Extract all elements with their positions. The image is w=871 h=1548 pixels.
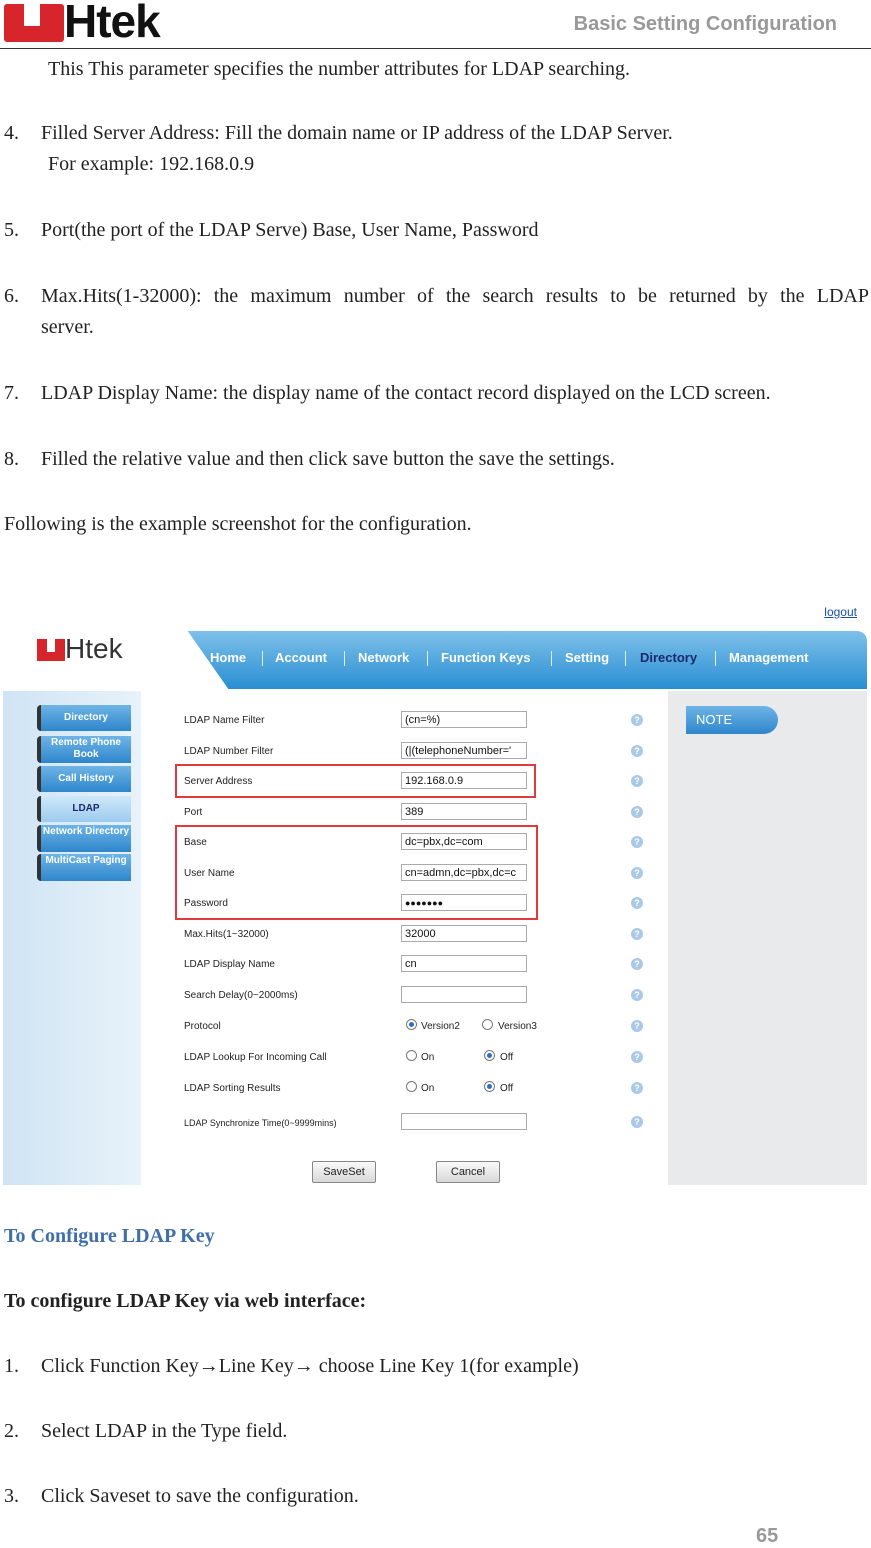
field-label: LDAP Lookup For Incoming Call [184, 1052, 327, 1063]
sub-title: To configure LDAP Key via web interface: [4, 1290, 367, 1312]
screenshot-logo-text: Htek [65, 633, 123, 664]
menu-directory[interactable]: Directory [37, 705, 131, 731]
list-text: Click Saveset to save the configuration. [41, 1485, 359, 1507]
intro-paragraph: This This parameter specifies the number attributes for LDAP searching. [48, 58, 631, 80]
radio-label: Version2 [421, 1021, 460, 1032]
example-screenshot [3, 601, 867, 1185]
saveset-button[interactable]: SaveSet [312, 1161, 376, 1183]
field-label: LDAP Display Name [184, 959, 275, 970]
htek-logo-icon [4, 4, 64, 42]
nav-account[interactable]: Account [275, 650, 327, 665]
page-header-title: Basic Setting Configuration [573, 13, 837, 35]
protocol-version3-radio[interactable] [482, 1019, 493, 1030]
menu-ldap[interactable]: LDAP [37, 796, 131, 822]
highlight-credentials [175, 825, 538, 920]
help-icon[interactable]: ? [631, 867, 643, 879]
note-panel [668, 691, 867, 1185]
nav-setting[interactable]: Setting [565, 650, 610, 665]
list-number: 4. [4, 122, 19, 144]
menu-call-history[interactable]: Call History [37, 766, 131, 792]
help-icon[interactable]: ? [631, 745, 643, 757]
sync-time-input[interactable] [401, 1113, 527, 1130]
field-label: LDAP Name Filter [184, 715, 265, 726]
list-text: Filled Server Address: Fill the domain name or IP address of the LDAP Server. [41, 122, 673, 144]
field-label: Search Delay(0~2000ms) [184, 990, 298, 1001]
htek-logo-icon [37, 639, 65, 661]
help-icon[interactable]: ? [631, 775, 643, 787]
field-label: LDAP Number Filter [184, 746, 274, 757]
list-subtext: server. [41, 316, 94, 338]
lookup-off-radio[interactable] [484, 1050, 495, 1061]
nav-function-keys[interactable]: Function Keys [441, 650, 531, 665]
lookup-on-radio[interactable] [406, 1050, 417, 1061]
menu-remote-phone-book[interactable]: Remote Phone Book [37, 736, 131, 763]
nav-home[interactable]: Home [210, 650, 247, 665]
list-number: 8. [4, 448, 19, 470]
nav-management[interactable]: Management [729, 650, 809, 665]
cancel-button[interactable]: Cancel [436, 1161, 500, 1183]
ldap-number-filter-input[interactable]: (|(telephoneNumber=' [401, 742, 527, 759]
protocol-version2-radio[interactable] [406, 1019, 417, 1030]
help-icon[interactable]: ? [631, 1082, 643, 1094]
help-icon[interactable]: ? [631, 714, 643, 726]
ldap-form [144, 691, 668, 1185]
field-label: Max.Hits(1~32000) [184, 929, 269, 940]
help-icon[interactable]: ? [631, 806, 643, 818]
base-input[interactable]: dc=pbx,dc=com [401, 833, 527, 850]
help-icon[interactable]: ? [631, 1020, 643, 1032]
list-text: LDAP Display Name: the display name of the contact record displayed on the LCD screen. [41, 382, 771, 404]
help-icon[interactable]: ? [631, 928, 643, 940]
field-label: LDAP Synchronize Time(0~9999mins) [184, 1118, 337, 1128]
help-icon[interactable]: ? [631, 989, 643, 1001]
field-label: Server Address [184, 776, 253, 787]
display-name-input[interactable]: cn [401, 955, 527, 972]
port-input[interactable]: 389 [401, 803, 527, 820]
search-delay-input[interactable] [401, 986, 527, 1003]
list-text: Click Function Key→Line Key→ choose Line Key 1(for example) [41, 1355, 579, 1377]
ldap-name-filter-input[interactable]: (cn=%) [401, 711, 527, 728]
list-number: 7. [4, 382, 19, 404]
field-label: Password [184, 898, 228, 909]
logout-link[interactable]: logout [824, 605, 857, 619]
radio-label: On [421, 1052, 435, 1063]
header-divider [0, 48, 871, 49]
list-number: 3. [4, 1485, 19, 1507]
list-text: Port(the port of the LDAP Serve) Base, User Name, Password [41, 219, 539, 241]
sorting-on-radio[interactable] [406, 1081, 417, 1092]
list-text: Max.Hits(1-32000): the maximum number of the search results to be returned by the LDAP [41, 285, 869, 307]
nav-directory[interactable]: Directory [640, 650, 698, 665]
highlight-server-address [175, 764, 536, 798]
max-hits-input[interactable]: 32000 [401, 925, 527, 942]
left-menu [3, 691, 141, 1185]
help-icon[interactable]: ? [631, 1051, 643, 1063]
field-label: Protocol [184, 1021, 221, 1032]
top-nav-bar [3, 631, 867, 689]
sorting-off-radio[interactable] [484, 1081, 495, 1092]
list-number: 5. [4, 219, 19, 241]
field-label: LDAP Sorting Results [184, 1083, 281, 1094]
menu-network-directory[interactable]: Network Directory [37, 825, 131, 852]
following-paragraph: Following is the example screenshot for the configuration. [4, 513, 472, 535]
help-icon[interactable]: ? [631, 897, 643, 909]
password-input[interactable]: ●●●●●●● [401, 894, 527, 911]
radio-label: Version3 [498, 1021, 537, 1032]
list-text: Select LDAP in the Type field. [41, 1420, 288, 1442]
list-number: 1. [4, 1355, 19, 1377]
section-title: To Configure LDAP Key [4, 1225, 215, 1247]
nav-network[interactable]: Network [358, 650, 410, 665]
page-number: 65 [756, 1525, 779, 1547]
list-number: 2. [4, 1420, 19, 1442]
radio-label: On [421, 1083, 435, 1094]
help-icon[interactable]: ? [631, 958, 643, 970]
field-label: Port [184, 807, 203, 818]
field-label: Base [184, 837, 207, 848]
field-label: User Name [184, 868, 235, 879]
radio-label: Off [500, 1052, 514, 1063]
help-icon[interactable]: ? [631, 836, 643, 848]
user-name-input[interactable]: cn=admn,dc=pbx,dc=c [401, 864, 527, 881]
logo-text: Htek [64, 0, 160, 47]
menu-multicast-paging[interactable]: MultiCast Paging [37, 854, 131, 881]
help-icon[interactable]: ? [631, 1116, 643, 1128]
list-text: Filled the relative value and then click save button the save the settings. [41, 448, 615, 470]
list-number: 6. [4, 285, 19, 307]
server-address-input[interactable]: 192.168.0.9 [401, 772, 527, 789]
list-subtext: For example: 192.168.0.9 [48, 153, 255, 175]
radio-label: Off [500, 1083, 514, 1094]
note-tab: NOTE [686, 706, 778, 734]
